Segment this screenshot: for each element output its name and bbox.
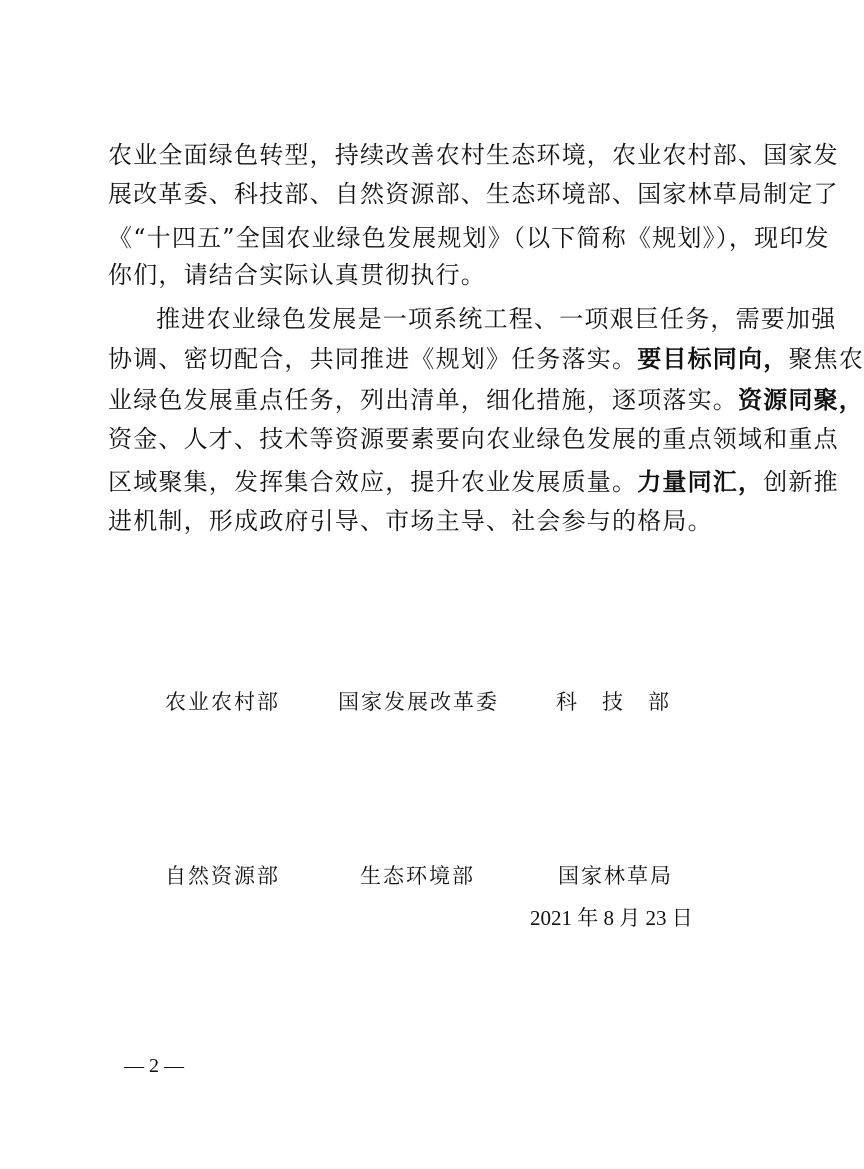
text-run: 区域聚集，发挥集合效应，提升农业发展质量。 [108,468,638,496]
text-run: 创新推 [763,468,839,496]
emphasis-text: 力量同汇， [637,467,764,496]
text-run: 协调、密切配合，共同推进《规划》任务落实。 [108,345,638,373]
paragraph-line [108,344,864,373]
paragraph-line: 推进农业绿色发展是一项系统工程、一项艰巨任务，需要加强 [156,305,837,333]
page-number: — 2 — [124,1055,184,1077]
paragraph-line [108,467,839,496]
text-run: 聚焦农 [788,345,864,373]
emphasis-text: 要目标同向， [637,344,789,373]
paragraph-line: 《“十四五”全国农业绿色发展规划》（以下简称《规划》），现印发 [108,224,830,252]
paragraph-line [108,385,864,414]
paragraph-line: 农业全面绿色转型，持续改善农村生态环境，农业农村部、国家发 [108,141,839,169]
paragraph-line: 进机制，形成政府引导、市场主导、社会参与的格局。 [108,507,713,535]
signatory-mee: 生态环境部 [360,864,475,888]
text-run: 业绿色发展重点任务，列出清单，细化措施，逐项落实。 [108,386,738,414]
paragraph-line: 资金、人才、技术等资源要素要向农业绿色发展的重点领域和重点 [108,425,839,453]
signatory-mnr: 自然资源部 [165,864,280,888]
document-date: 2021 年 8 月 23 日 [530,906,693,930]
emphasis-text: 资源同聚， [738,385,864,414]
signatory-most: 科 技 部 [556,690,671,714]
paragraph-line: 你们，请结合实际认真贯彻执行。 [108,261,486,289]
paragraph-line: 展改革委、科技部、自然资源部、生态环境部、国家林草局制定了 [108,180,839,208]
signatory-nfga: 国家林草局 [558,864,673,888]
signatory-ndrc: 国家发展改革委 [338,690,499,714]
signatory-moa: 农业农村部 [165,690,280,714]
